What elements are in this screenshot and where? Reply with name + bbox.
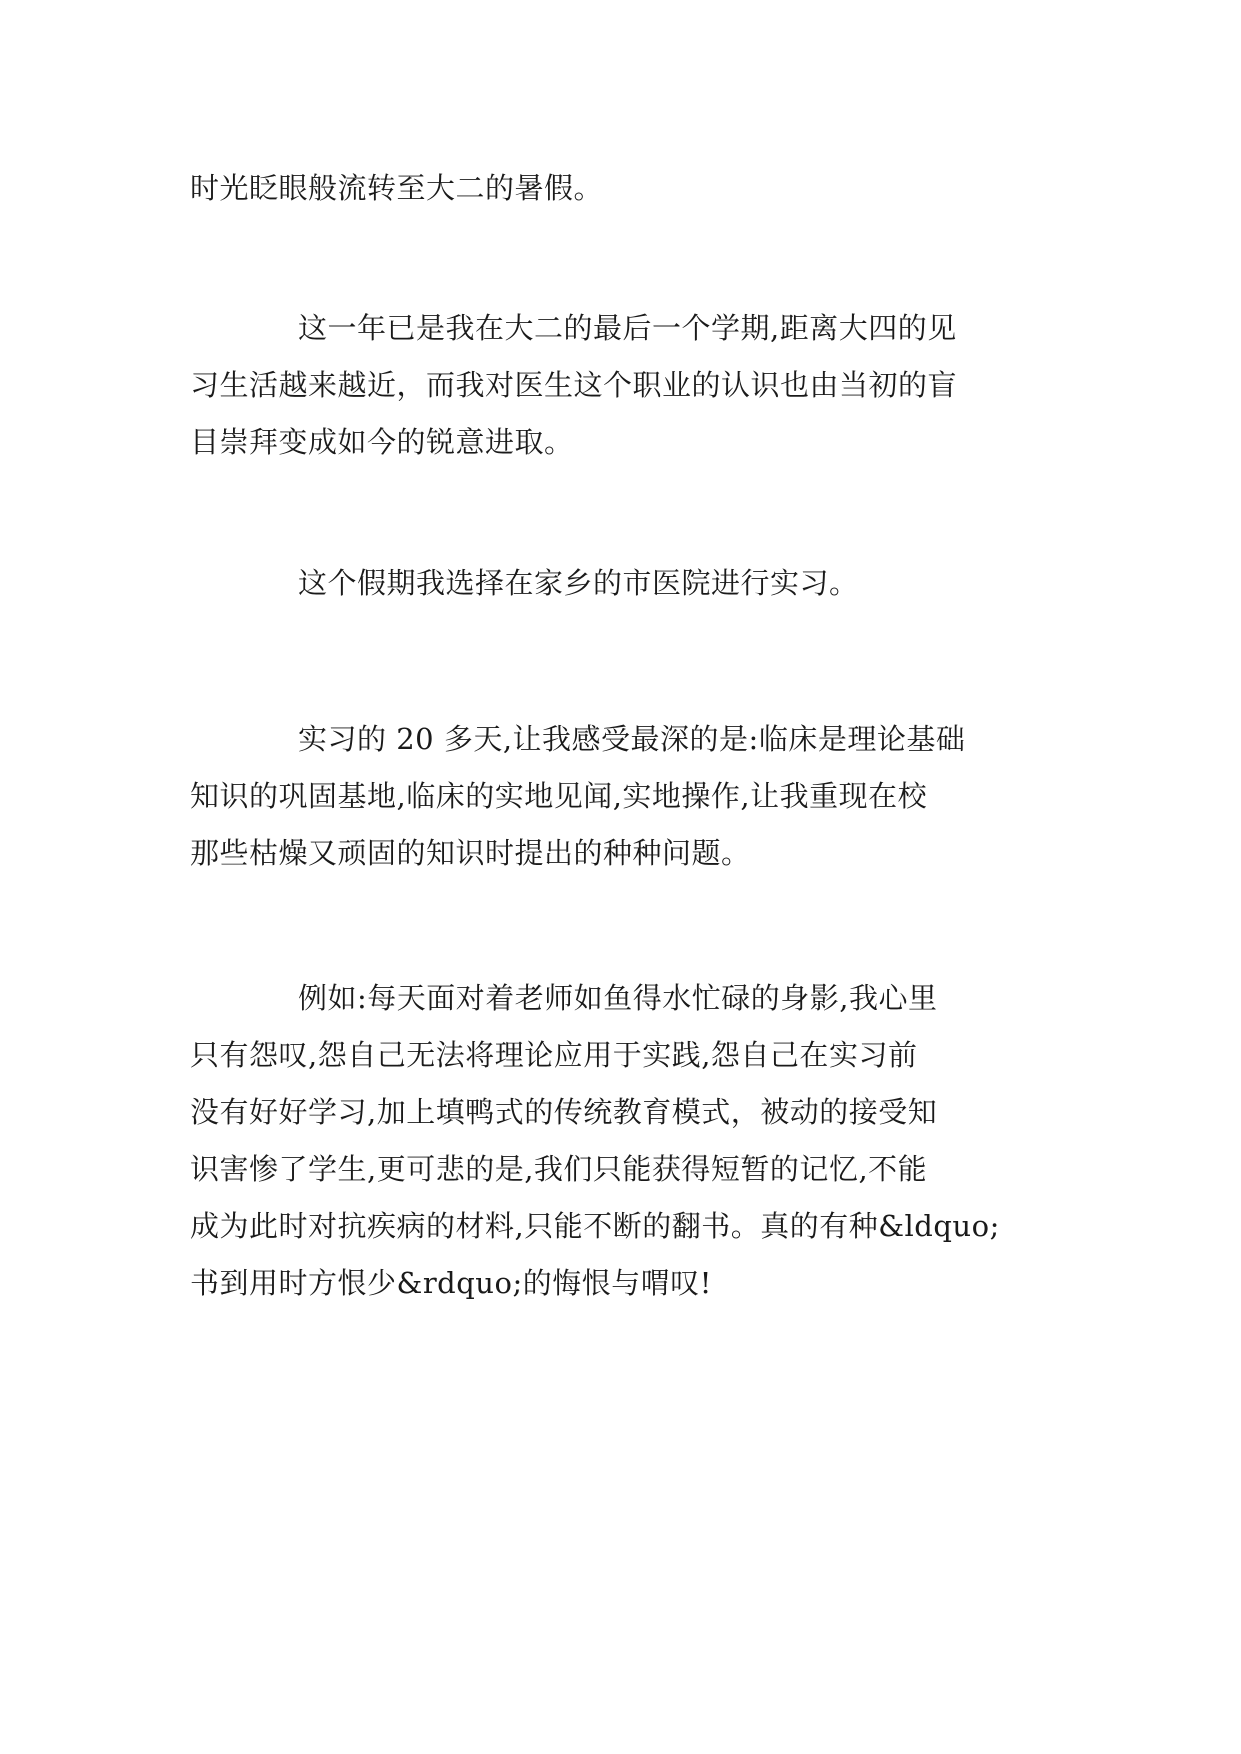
paragraph-line: 习生活越来越近，而我对医生这个职业的认识也由当初的盲 (190, 368, 958, 402)
paragraph-line: 目崇拜变成如今的锐意进取。 (190, 425, 574, 459)
paragraph-line: 成为此时对抗疾病的材料,只能不断的翻书。真的有种&ldquo; (190, 1209, 1000, 1243)
paragraph-line: 实习的 20 多天,让我感受最深的是:临床是理论基础 (298, 722, 966, 756)
paragraph-5 (190, 970, 1050, 1312)
paragraph-line: 这个假期我选择在家乡的市医院进行实习。 (298, 566, 859, 600)
paragraph-4 (190, 711, 1050, 882)
paragraph-1 (190, 160, 1050, 217)
paragraph-line: 那些枯燥又顽固的知识时提出的种种问题。 (190, 836, 751, 870)
paragraph-line: 没有好好学习,加上填鸭式的传统教育模式，被动的接受知 (190, 1095, 938, 1129)
paragraph-line: 书到用时方恨少&rdquo;的悔恨与喟叹! (190, 1266, 712, 1300)
paragraph-line: 只有怨叹,怨自己无法将理论应用于实践,怨自己在实习前 (190, 1038, 918, 1072)
paragraph-2 (190, 300, 1050, 471)
paragraph-line: 例如:每天面对着老师如鱼得水忙碌的身影,我心里 (298, 981, 938, 1015)
paragraph-line: 知识的巩固基地,临床的实地见闻,实地操作,让我重现在校 (190, 779, 928, 813)
paragraph-line: 时光眨眼般流转至大二的暑假。 (190, 171, 604, 205)
paragraph-line: 识害惨了学生,更可悲的是,我们只能获得短暂的记忆,不能 (190, 1152, 928, 1186)
paragraph-3 (190, 555, 1050, 612)
paragraph-line: 这一年已是我在大二的最后一个学期,距离大四的见 (298, 311, 957, 345)
